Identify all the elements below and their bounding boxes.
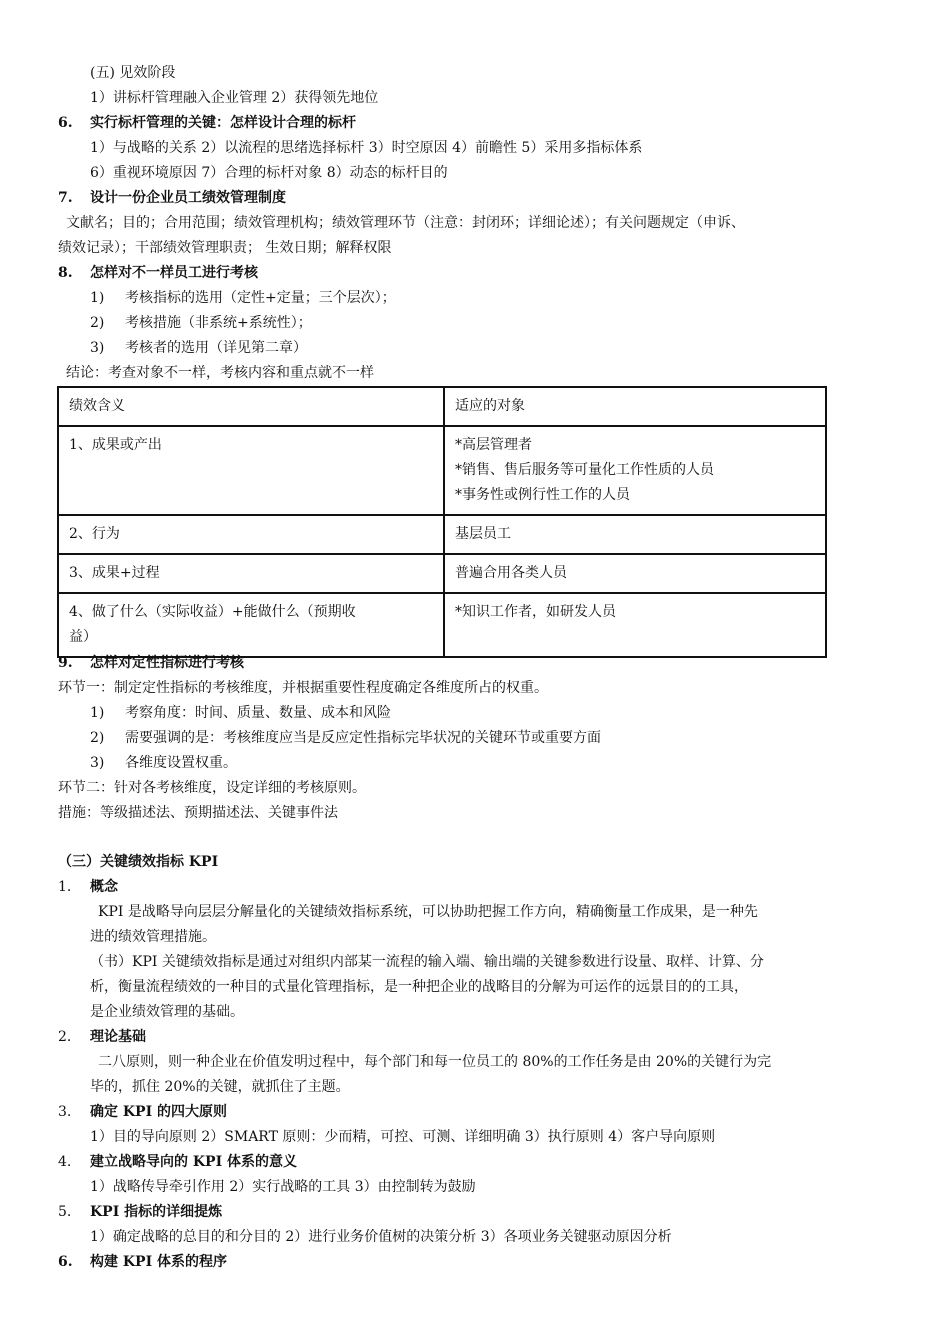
stage-heading: (五) 见效阶段 [90, 65, 176, 81]
section-title: 实行标杆管理的关键：怎样设计合理的标杆 [90, 115, 356, 131]
list-number: 3) [90, 340, 105, 356]
list-number: 2) [90, 730, 105, 746]
section-number: 1. [58, 879, 72, 895]
table-cell [444, 593, 826, 657]
conclusion-text: 结论：考查对象不一样，考核内容和重点就不一样 [66, 365, 374, 381]
paragraph-line: 环节二：针对各考核维度，设定详细的考核原则。 [58, 780, 366, 796]
list-item: 考核措施（非系统+系统性）； [125, 315, 312, 331]
cell-line: *销售、售后服务等可量化工作性质的人员 [455, 462, 714, 478]
section-number: 6. [58, 1254, 73, 1270]
paragraph-line: 析，衡量流程绩效的一种目的式量化管理指标，是一种把企业的战略目的分解为可运作的远景目的的工具， [90, 979, 748, 995]
cell-line: 基层员工 [455, 526, 511, 542]
list-number: 3) [90, 755, 105, 771]
list-item: 考核者的选用（详见第二章） [125, 340, 307, 356]
cell-line: 2、行为 [69, 526, 120, 542]
section-number: 7. [58, 190, 73, 206]
paragraph-line: 文献名；目的；合用范围；绩效管理机构；绩效管理环节（注意：封闭环；详细论述）；有关问题规定（申诉、 [66, 215, 745, 231]
section-title: 怎样对不一样员工进行考核 [90, 265, 258, 281]
cell-line: 3、成果+过程 [69, 565, 160, 581]
list-item: 各维度设置权重。 [125, 755, 237, 771]
table-cell [444, 554, 826, 593]
table-row [58, 554, 826, 593]
cell-line: 4、做了什么（实际收益）+能做什么（预期收 [69, 604, 356, 620]
paragraph-line: 1）战略传导牵引作用 2）实行战略的工具 3）由控制转为鼓励 [90, 1179, 476, 1195]
list-item: 需要强调的是：考核维度应当是反应定性指标完毕状况的关键环节或重要方面 [125, 730, 601, 746]
table-header-cell: 绩效含义 [58, 387, 444, 426]
table-cell [58, 426, 444, 515]
cell-line: 1、成果或产出 [69, 437, 162, 453]
list-number: 1) [90, 705, 105, 721]
paragraph-line: 二八原则，则一种企业在价值发明过程中，每个部门和每一位员工的 80%的工作任务是由 20%的关键行为完 [98, 1054, 772, 1070]
paragraph-line: KPI 是战略导向层层分解量化的关键绩效指标系统，可以协助把握工作方向，精确衡量工作成果，是一种先 [98, 904, 758, 920]
paragraph-line: 1）目的导向原则 2）SMART 原则：少而精，可控、可测、详细明确 3）执行原则 4）客户导向原则 [90, 1129, 716, 1145]
cell-line: *事务性或例行性工作的人员 [455, 487, 630, 503]
list-item: 考察角度：时间、质量、数量、成本和风险 [125, 705, 391, 721]
table-row [58, 426, 826, 515]
section-number: 6. [58, 115, 73, 131]
cell-line: 普遍合用各类人员 [455, 565, 567, 581]
paragraph-line: 绩效记录）；干部绩效管理职责； 生效日期；解释权限 [58, 240, 392, 256]
paragraph-line: 进的绩效管理措施。 [90, 929, 216, 945]
table-cell [58, 554, 444, 593]
table-cell [444, 426, 826, 515]
section-number: 8. [58, 265, 73, 281]
stage-text: 1）讲标杆管理融入企业管理 2）获得领先地位 [90, 90, 379, 106]
section-title: 理论基础 [90, 1029, 146, 1045]
section-number: 4. [58, 1154, 72, 1170]
section-title: 构建 KPI 体系的程序 [90, 1254, 227, 1270]
paragraph-line: 环节一：制定定性指标的考核维度，并根据重要性程度确定各维度所占的权重。 [58, 680, 548, 696]
section-title: 确定 KPI 的四大原则 [90, 1104, 227, 1120]
performance-table [57, 386, 827, 658]
section-number: 2. [58, 1029, 72, 1045]
section-number: 9. [58, 655, 73, 671]
table-header-row [58, 387, 826, 426]
list-item: 考核指标的选用（定性+定量；三个层次）； [125, 290, 396, 306]
section-title: KPI 指标的详细提炼 [90, 1204, 223, 1220]
paragraph-line: 措施：等级描述法、预期描述法、关键事件法 [58, 805, 338, 821]
paragraph-line: 1）确定战略的总目的和分目的 2）进行业务价值树的决策分析 3）各项业务关键驱动原因分析 [90, 1229, 672, 1245]
list-number: 2) [90, 315, 105, 331]
cell-line: 益） [69, 629, 97, 645]
paragraph-line: （书）KPI 关键绩效指标是通过对组织内部某一流程的输入端、输出端的关键参数进行设量、取样、计算、分 [90, 954, 764, 970]
section-title: 概念 [90, 879, 118, 895]
section-number: 5. [58, 1204, 72, 1220]
table-cell [58, 593, 444, 657]
section-title: 建立战略导向的 KPI 体系的意义 [90, 1154, 297, 1170]
section-title: 怎样对定性指标进行考核 [90, 655, 244, 671]
paragraph-line: 1）与战略的关系 2）以流程的思绪选择标杆 3）时空原因 4）前瞻性 5）采用多指标体系 [90, 140, 643, 156]
table-cell [58, 515, 444, 554]
cell-line: *知识工作者，如研发人员 [455, 604, 616, 620]
table-header-cell: 适应的对象 [444, 387, 826, 426]
list-number: 1) [90, 290, 105, 306]
section-title: 设计一份企业员工绩效管理制度 [90, 190, 286, 206]
kpi-heading: （三）关键绩效指标 KPI [58, 854, 219, 870]
paragraph-line: 毕的，抓住 20%的关键，就抓住了主题。 [90, 1079, 350, 1095]
paragraph-line: 是企业绩效管理的基础。 [90, 1004, 244, 1020]
table-row [58, 593, 826, 657]
cell-line: *高层管理者 [455, 437, 532, 453]
section-number: 3. [58, 1104, 72, 1120]
table-row [58, 515, 826, 554]
table-cell [444, 515, 826, 554]
paragraph-line: 6）重视环境原因 7）合理的标杆对象 8）动态的标杆目的 [90, 165, 448, 181]
